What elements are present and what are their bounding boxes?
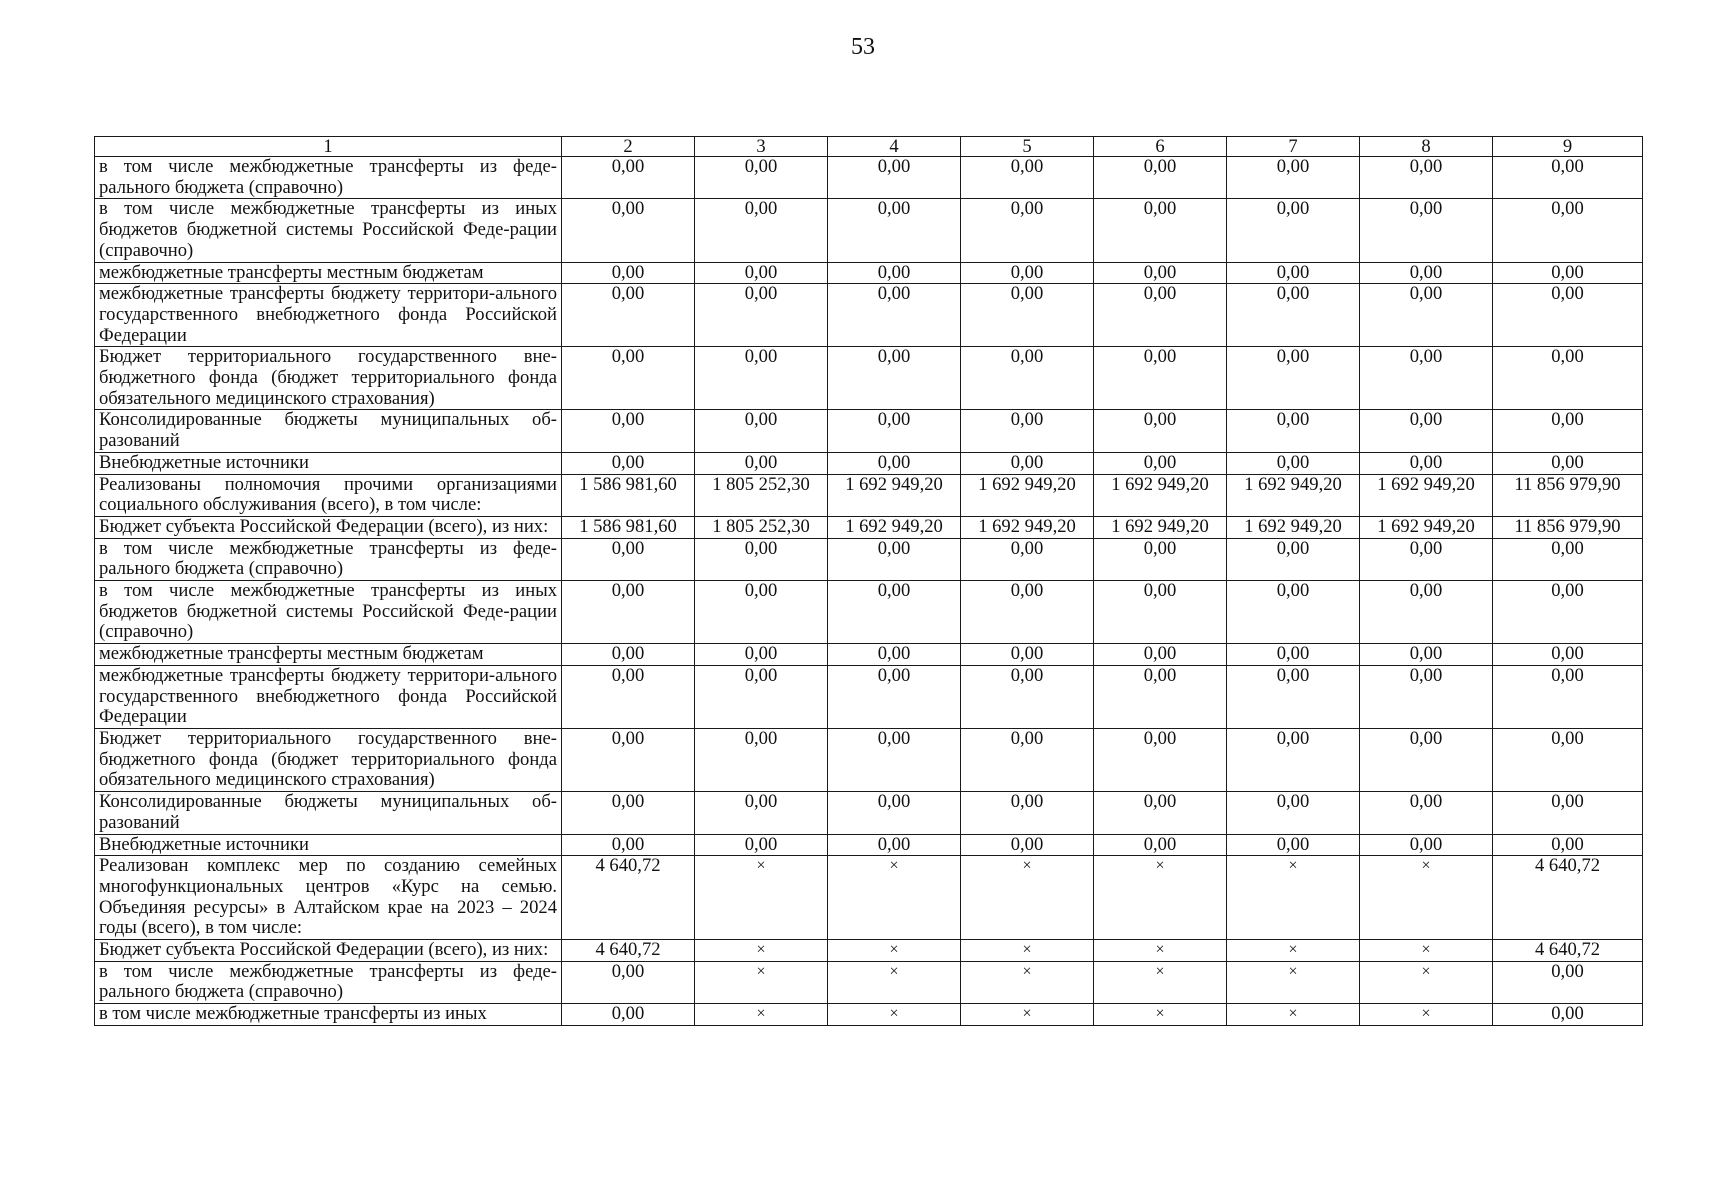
value-cell: 0,00 — [1493, 284, 1643, 347]
value-cell: 0,00 — [695, 347, 828, 410]
value-cell: × — [695, 961, 828, 1003]
value-cell: 0,00 — [562, 199, 695, 262]
row-label: межбюджетные трансферты бюджету территори-ального государственного внебюджетного фонда Российской Федерации — [95, 665, 562, 728]
value-cell: 0,00 — [562, 1004, 695, 1026]
value-cell: 0,00 — [1227, 538, 1360, 580]
value-cell: 0,00 — [1227, 728, 1360, 791]
value-cell: 0,00 — [1360, 834, 1493, 856]
value-cell: 0,00 — [1360, 665, 1493, 728]
value-cell: × — [1094, 961, 1227, 1003]
value-cell: × — [1360, 856, 1493, 940]
row-label: в том числе межбюджетные трансферты из феде-рального бюджета (справочно) — [95, 538, 562, 580]
value-cell: 0,00 — [961, 644, 1094, 666]
value-cell: 0,00 — [1227, 644, 1360, 666]
value-cell: 0,00 — [1094, 792, 1227, 834]
value-cell: 0,00 — [828, 644, 961, 666]
value-cell: 0,00 — [562, 644, 695, 666]
table-row — [95, 410, 1643, 452]
table-row — [95, 834, 1643, 856]
value-cell: × — [828, 940, 961, 962]
table-header-row — [95, 137, 1643, 157]
value-cell: 11 856 979,90 — [1493, 474, 1643, 516]
value-cell: 0,00 — [1493, 1004, 1643, 1026]
value-cell: 0,00 — [1493, 792, 1643, 834]
value-cell: 0,00 — [1360, 792, 1493, 834]
value-cell: 0,00 — [828, 834, 961, 856]
column-header: 2 — [562, 137, 695, 157]
row-label: Внебюджетные источники — [95, 834, 562, 856]
value-cell: 0,00 — [1360, 157, 1493, 199]
value-cell: 0,00 — [695, 410, 828, 452]
value-cell: 0,00 — [1360, 728, 1493, 791]
row-label: Бюджет субъекта Российской Федерации (всего), из них: — [95, 940, 562, 962]
value-cell: 11 856 979,90 — [1493, 516, 1643, 538]
value-cell: × — [1227, 856, 1360, 940]
value-cell: 0,00 — [1227, 452, 1360, 474]
value-cell: 0,00 — [695, 199, 828, 262]
table-row — [95, 728, 1643, 791]
value-cell: × — [1094, 1004, 1227, 1026]
column-header: 5 — [961, 137, 1094, 157]
value-cell: × — [961, 940, 1094, 962]
value-cell: 0,00 — [562, 452, 695, 474]
value-cell: 0,00 — [828, 157, 961, 199]
value-cell: 0,00 — [1094, 834, 1227, 856]
value-cell: 0,00 — [1360, 284, 1493, 347]
value-cell: × — [961, 1004, 1094, 1026]
table-row — [95, 347, 1643, 410]
row-label: Бюджет территориального государственного вне-бюджетного фонда (бюджет территориального фонда обязательного медицинского страхования) — [95, 347, 562, 410]
value-cell: × — [961, 961, 1094, 1003]
value-cell: 0,00 — [961, 262, 1094, 284]
value-cell: 1 586 981,60 — [562, 474, 695, 516]
table-row — [95, 474, 1643, 516]
value-cell: 1 692 949,20 — [1227, 474, 1360, 516]
value-cell: 0,00 — [562, 665, 695, 728]
value-cell: 1 692 949,20 — [1094, 516, 1227, 538]
value-cell: 0,00 — [562, 961, 695, 1003]
value-cell: × — [961, 856, 1094, 940]
value-cell: 0,00 — [1094, 284, 1227, 347]
value-cell: 1 692 949,20 — [1360, 474, 1493, 516]
value-cell: 1 586 981,60 — [562, 516, 695, 538]
value-cell: 0,00 — [1493, 644, 1643, 666]
column-header: 4 — [828, 137, 961, 157]
value-cell: 0,00 — [1227, 284, 1360, 347]
table-row — [95, 538, 1643, 580]
value-cell: 0,00 — [828, 199, 961, 262]
value-cell: 0,00 — [1493, 538, 1643, 580]
value-cell: 0,00 — [562, 538, 695, 580]
value-cell: 0,00 — [1360, 581, 1493, 644]
value-cell: 0,00 — [828, 284, 961, 347]
value-cell: 0,00 — [695, 665, 828, 728]
value-cell: 0,00 — [695, 157, 828, 199]
value-cell: 0,00 — [1094, 157, 1227, 199]
value-cell: × — [1360, 940, 1493, 962]
value-cell: 0,00 — [961, 284, 1094, 347]
column-header: 8 — [1360, 137, 1493, 157]
value-cell: 0,00 — [562, 262, 695, 284]
value-cell: × — [695, 856, 828, 940]
value-cell: 0,00 — [828, 728, 961, 791]
value-cell: 0,00 — [961, 834, 1094, 856]
value-cell: 0,00 — [1493, 347, 1643, 410]
value-cell: 0,00 — [695, 452, 828, 474]
value-cell: 0,00 — [1493, 199, 1643, 262]
value-cell: 0,00 — [1227, 834, 1360, 856]
value-cell: 0,00 — [695, 284, 828, 347]
value-cell: 0,00 — [1094, 644, 1227, 666]
value-cell: 0,00 — [961, 347, 1094, 410]
row-label: межбюджетные трансферты местным бюджетам — [95, 644, 562, 666]
value-cell: × — [1360, 1004, 1493, 1026]
value-cell: 0,00 — [562, 792, 695, 834]
value-cell: × — [828, 856, 961, 940]
value-cell: × — [1227, 1004, 1360, 1026]
value-cell: 0,00 — [562, 284, 695, 347]
row-label: межбюджетные трансферты местным бюджетам — [95, 262, 562, 284]
page-number: 53 — [851, 34, 875, 60]
row-label: Консолидированные бюджеты муниципальных об-разований — [95, 792, 562, 834]
row-label: в том числе межбюджетные трансферты из иных — [95, 1004, 562, 1026]
value-cell: 0,00 — [562, 347, 695, 410]
value-cell: 0,00 — [1493, 452, 1643, 474]
row-label: межбюджетные трансферты бюджету территори-ального государственного внебюджетного фонда Российской Федерации — [95, 284, 562, 347]
value-cell: 0,00 — [1360, 347, 1493, 410]
value-cell: × — [695, 1004, 828, 1026]
value-cell: 0,00 — [1493, 410, 1643, 452]
value-cell: 0,00 — [1227, 347, 1360, 410]
value-cell: 4 640,72 — [562, 940, 695, 962]
column-header: 6 — [1094, 137, 1227, 157]
value-cell: 0,00 — [1227, 157, 1360, 199]
row-label: Бюджет субъекта Российской Федерации (всего), из них: — [95, 516, 562, 538]
value-cell: 0,00 — [828, 581, 961, 644]
value-cell: 1 692 949,20 — [1094, 474, 1227, 516]
value-cell: × — [828, 1004, 961, 1026]
value-cell: 0,00 — [695, 581, 828, 644]
value-cell: × — [1094, 856, 1227, 940]
column-header: 9 — [1493, 137, 1643, 157]
value-cell: 1 692 949,20 — [961, 474, 1094, 516]
value-cell: 0,00 — [562, 834, 695, 856]
value-cell: 1 692 949,20 — [1360, 516, 1493, 538]
value-cell: 0,00 — [1360, 538, 1493, 580]
value-cell: 0,00 — [1493, 834, 1643, 856]
table-row — [95, 199, 1643, 262]
value-cell: 0,00 — [562, 728, 695, 791]
value-cell: 0,00 — [961, 538, 1094, 580]
value-cell: 0,00 — [961, 792, 1094, 834]
value-cell: 1 805 252,30 — [695, 474, 828, 516]
value-cell: 0,00 — [828, 452, 961, 474]
value-cell: 0,00 — [1094, 410, 1227, 452]
table-row — [95, 452, 1643, 474]
value-cell: 0,00 — [1227, 410, 1360, 452]
value-cell: 0,00 — [1094, 538, 1227, 580]
value-cell: 1 805 252,30 — [695, 516, 828, 538]
value-cell: × — [695, 940, 828, 962]
table-row — [95, 284, 1643, 347]
value-cell: 0,00 — [695, 728, 828, 791]
table-row — [95, 961, 1643, 1003]
value-cell: 0,00 — [961, 581, 1094, 644]
value-cell: 4 640,72 — [1493, 940, 1643, 962]
value-cell: 0,00 — [828, 665, 961, 728]
value-cell: 0,00 — [1094, 199, 1227, 262]
value-cell: 0,00 — [828, 792, 961, 834]
value-cell: 4 640,72 — [1493, 856, 1643, 940]
value-cell: 0,00 — [1227, 262, 1360, 284]
column-header: 7 — [1227, 137, 1360, 157]
value-cell: 0,00 — [961, 728, 1094, 791]
table-row — [95, 516, 1643, 538]
value-cell: 0,00 — [1360, 452, 1493, 474]
table-row — [95, 157, 1643, 199]
value-cell: 0,00 — [1360, 644, 1493, 666]
row-label: Реализован комплекс мер по созданию семейных многофункциональных центров «Курс на семью. Объединяя ресурсы» в Алтайском крае на 2023 – 2024 годы (всего), в том числе: — [95, 856, 562, 940]
table-body — [95, 137, 1643, 1026]
value-cell: 0,00 — [961, 665, 1094, 728]
value-cell: 0,00 — [1493, 581, 1643, 644]
value-cell: 0,00 — [961, 157, 1094, 199]
value-cell: 0,00 — [1227, 199, 1360, 262]
value-cell: × — [828, 961, 961, 1003]
row-label: в том числе межбюджетные трансферты из феде-рального бюджета (справочно) — [95, 157, 562, 199]
value-cell: 0,00 — [562, 157, 695, 199]
value-cell: 0,00 — [1227, 581, 1360, 644]
column-header: 3 — [695, 137, 828, 157]
value-cell: 4 640,72 — [562, 856, 695, 940]
table-row — [95, 644, 1643, 666]
value-cell: 1 692 949,20 — [828, 474, 961, 516]
value-cell: 0,00 — [695, 262, 828, 284]
value-cell: 0,00 — [828, 410, 961, 452]
value-cell: 1 692 949,20 — [1227, 516, 1360, 538]
value-cell: 0,00 — [562, 581, 695, 644]
value-cell: 0,00 — [1493, 665, 1643, 728]
value-cell: 0,00 — [1360, 410, 1493, 452]
value-cell: 0,00 — [1493, 961, 1643, 1003]
value-cell: 0,00 — [1094, 347, 1227, 410]
table-row — [95, 792, 1643, 834]
value-cell: 0,00 — [1493, 262, 1643, 284]
table-row — [95, 856, 1643, 940]
value-cell: × — [1094, 940, 1227, 962]
value-cell: 0,00 — [1094, 581, 1227, 644]
table-row — [95, 262, 1643, 284]
value-cell: 0,00 — [1493, 157, 1643, 199]
value-cell: 1 692 949,20 — [961, 516, 1094, 538]
value-cell: 0,00 — [1227, 792, 1360, 834]
value-cell: 0,00 — [961, 199, 1094, 262]
value-cell: 0,00 — [1360, 262, 1493, 284]
table-row — [95, 665, 1643, 728]
row-label: в том числе межбюджетные трансферты из иных бюджетов бюджетной системы Российской Феде-рации (справочно) — [95, 581, 562, 644]
table-row — [95, 1004, 1643, 1026]
value-cell: 0,00 — [1493, 728, 1643, 791]
value-cell: 0,00 — [1094, 728, 1227, 791]
value-cell: 0,00 — [1227, 665, 1360, 728]
value-cell: 0,00 — [695, 834, 828, 856]
value-cell: 0,00 — [828, 538, 961, 580]
value-cell: 0,00 — [695, 538, 828, 580]
row-label: Консолидированные бюджеты муниципальных об-разований — [95, 410, 562, 452]
table-row — [95, 581, 1643, 644]
row-label: Внебюджетные источники — [95, 452, 562, 474]
value-cell: 0,00 — [1094, 665, 1227, 728]
value-cell: 0,00 — [1094, 452, 1227, 474]
value-cell: 0,00 — [828, 262, 961, 284]
value-cell: × — [1360, 961, 1493, 1003]
value-cell: × — [1227, 940, 1360, 962]
value-cell: 0,00 — [828, 347, 961, 410]
value-cell: 0,00 — [961, 452, 1094, 474]
value-cell: 0,00 — [695, 644, 828, 666]
value-cell: × — [1227, 961, 1360, 1003]
column-header: 1 — [95, 137, 562, 157]
budget-table — [94, 136, 1643, 1026]
row-label: в том числе межбюджетные трансферты из феде-рального бюджета (справочно) — [95, 961, 562, 1003]
value-cell: 0,00 — [1094, 262, 1227, 284]
table-row — [95, 940, 1643, 962]
row-label: Бюджет территориального государственного вне-бюджетного фонда (бюджет территориального фонда обязательного медицинского страхования) — [95, 728, 562, 791]
value-cell: 0,00 — [695, 792, 828, 834]
value-cell: 0,00 — [562, 410, 695, 452]
value-cell: 0,00 — [961, 410, 1094, 452]
row-label: Реализованы полномочия прочими организациями социального обслуживания (всего), в том числе: — [95, 474, 562, 516]
row-label: в том числе межбюджетные трансферты из иных бюджетов бюджетной системы Российской Феде-рации (справочно) — [95, 199, 562, 262]
value-cell: 1 692 949,20 — [828, 516, 961, 538]
value-cell: 0,00 — [1360, 199, 1493, 262]
